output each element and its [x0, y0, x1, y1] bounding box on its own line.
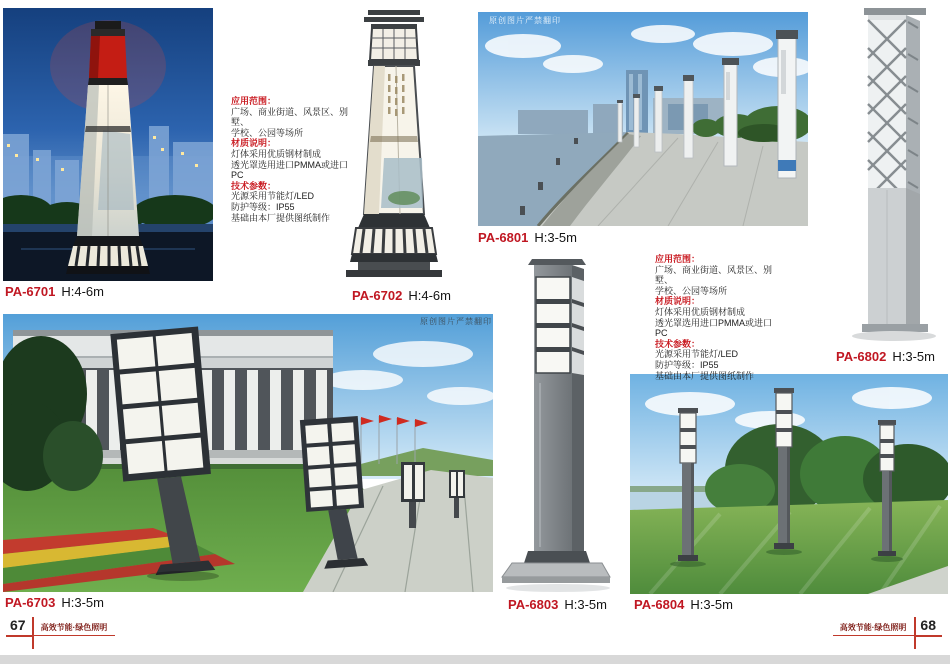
- spec-tech-line3: 基础由本厂提供图纸制作: [231, 212, 331, 223]
- pa6701-scene-illustration: [3, 8, 213, 281]
- product-label-pa6701: [5, 284, 104, 299]
- footer-slogan-left: 高效节能·绿色照明: [34, 617, 116, 636]
- spec-tech-line1: 光源采用节能灯/LED: [231, 191, 315, 202]
- spec-material-line1-right: 灯体采用优质钢材制成: [655, 306, 746, 317]
- product-height-pa6703: H:3-5m: [61, 595, 104, 610]
- spec-material-title-right: 材质说明：: [655, 296, 701, 307]
- render-pa6803: [498, 253, 616, 593]
- product-code-pa6703: PA-6703: [5, 595, 56, 610]
- spec-block-right: [655, 254, 783, 381]
- spec-application-line2: 学校、公园等场所: [231, 127, 304, 138]
- product-code-pa6804: PA-6804: [634, 597, 685, 612]
- spec-tech-line2: 防护等级：IP55: [231, 201, 295, 212]
- pa6703-scene-illustration: [3, 314, 493, 592]
- product-label-pa6803: [508, 597, 607, 612]
- spec-tech-line3-right: 基础由本厂提供图纸制作: [655, 370, 755, 381]
- photo-pa6804: [630, 374, 948, 594]
- product-label-pa6702: [352, 288, 451, 303]
- pa6802-product-illustration: [840, 6, 945, 342]
- product-label-pa6801: [478, 230, 577, 245]
- pa6801-scene-illustration: [478, 12, 808, 226]
- watermark-pa6801: 原创图片严禁翻印: [489, 16, 561, 25]
- product-label-pa6804: [634, 597, 733, 612]
- product-height-pa6702: H:4-6m: [408, 288, 451, 303]
- photo-pa6701: [3, 8, 213, 281]
- product-label-pa6703: [5, 595, 104, 610]
- pa6804-scene-illustration: [630, 374, 948, 594]
- page-number-left: 67: [6, 617, 32, 637]
- spec-tech-line2-right: 防护等级：IP55: [655, 359, 719, 370]
- spec-application-line2-right: 学校、公园等场所: [655, 285, 728, 296]
- product-code-pa6702: PA-6702: [352, 288, 403, 303]
- footer-left: [6, 617, 115, 649]
- page-number-right: 68: [916, 617, 942, 637]
- photo-pa6801: [478, 12, 808, 226]
- product-label-pa6802: [836, 349, 935, 364]
- scan-edge: [0, 655, 950, 664]
- footer-slogan-right: 高效节能·绿色照明: [833, 617, 915, 636]
- photo-pa6703: [3, 314, 493, 592]
- spec-tech-line1-right: 光源采用节能灯/LED: [655, 349, 739, 360]
- product-height-pa6801: H:3-5m: [534, 230, 577, 245]
- spec-material-title: 材质说明：: [231, 138, 277, 149]
- product-height-pa6804: H:3-5m: [690, 597, 733, 612]
- spec-material-line2-right: 透光罩选用进口PMMA或进口PC: [655, 317, 773, 339]
- spec-tech-title-right: 技术参数：: [655, 338, 701, 349]
- spec-material-line2: 透光罩选用进口PMMA或进口PC: [231, 159, 349, 181]
- product-code-pa6802: PA-6802: [836, 349, 887, 364]
- spec-application-title-right: 应用范围：: [655, 254, 701, 264]
- render-pa6802: [840, 6, 945, 342]
- product-code-pa6803: PA-6803: [508, 597, 559, 612]
- spec-application-title: 应用范围：: [231, 96, 277, 106]
- product-code-pa6701: PA-6701: [5, 284, 56, 299]
- product-height-pa6803: H:3-5m: [564, 597, 607, 612]
- spec-block-left: [231, 96, 359, 223]
- product-height-pa6701: H:4-6m: [61, 284, 104, 299]
- product-code-pa6801: PA-6801: [478, 230, 529, 245]
- spec-application-line1-right: 广场、商业街道、风景区、别墅、: [655, 264, 773, 286]
- spec-application-line1: 广场、商业街道、风景区、别墅、: [231, 106, 349, 128]
- pa6803-product-illustration: [498, 253, 616, 593]
- spec-tech-title: 技术参数：: [231, 180, 277, 191]
- product-height-pa6802: H:3-5m: [892, 349, 935, 364]
- spec-material-line1: 灯体采用优质钢材制成: [231, 148, 322, 159]
- footer-right: [833, 617, 942, 649]
- watermark-pa6703: 原创图片严禁翻印: [420, 317, 492, 326]
